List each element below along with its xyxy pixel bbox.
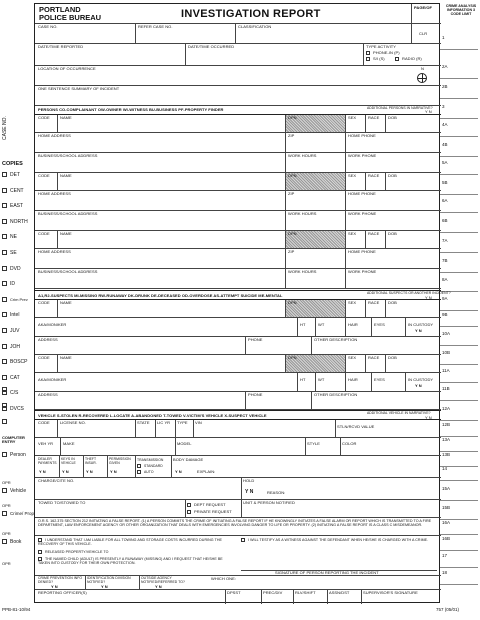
compass-icon — [417, 73, 427, 83]
suspect-in-custody-label: IN CUSTODY — [408, 377, 434, 382]
crime-code-row-number: 7A — [442, 238, 448, 243]
suspect-eyes-label: EYES — [374, 377, 385, 382]
crime-code-row-number: 8A — [442, 277, 448, 282]
crime-prev-label: CRIME PREVENTION INFO DENIED? — [38, 576, 83, 584]
copy-label: ID — [10, 281, 15, 288]
theft-ins-label: THEFT INSUR. — [85, 457, 97, 465]
copy-checkbox-blank-2[interactable] — [2, 403, 10, 409]
dealer-payments-label: DEALER PAYMENTS — [38, 457, 57, 465]
theft-yn: Y N — [86, 469, 93, 474]
person-zip-label: ZIP — [288, 249, 295, 254]
person-name-label: NAME — [60, 115, 72, 120]
vehicle-legend: VEHICLE S-STOLEN R-RECOVERED L-LOCATE A-ABANDONED T-TOWED V-VICTIM'S VEHICLE X-SUSPECT VEHICLE — [38, 413, 267, 418]
person-code-label: CODE — [38, 173, 50, 178]
in-custody-yn: Y N — [415, 383, 422, 388]
crime-analysis-header: CRIME ANALYSIS INFORMATION 3 CODE LIMIT — [445, 4, 477, 16]
suspect-dob-label: DOB — [388, 300, 397, 305]
person-dob-label: DOB — [388, 231, 397, 236]
person-3-row-1 — [35, 231, 441, 249]
crime-code-row-number: 12B — [442, 422, 451, 427]
person-race-label: RACE — [368, 115, 380, 120]
towing-agreement-text: I UNDERSTAND THAT I AM LIABLE FOR ALL TOWING AND STORAGE COSTS INCURRED DURING THE RECOVERY OF THIS VEHICLE. — [38, 538, 222, 547]
suspect-eyes-label: EYES — [374, 322, 385, 327]
crime-code-row-number: 9B — [442, 312, 448, 317]
additional-persons-yn: Y N — [425, 109, 432, 114]
crime-code-row-number: 5B — [442, 180, 448, 185]
person-business-address-label: BUSINESS/SCHOOL ADDRESS — [38, 211, 98, 216]
permission-yn: Y N — [110, 469, 117, 474]
summary-row — [35, 86, 441, 106]
person-code-label: CODE — [38, 115, 50, 120]
suspect-name-label: NAME — [60, 355, 72, 360]
dates-row — [35, 44, 441, 66]
copy-checkbox-north[interactable] — [2, 219, 28, 225]
model-label: MODEL — [177, 441, 192, 446]
vehicle-entry-checkbox[interactable] — [2, 488, 26, 494]
copy-label: Intel — [10, 312, 20, 319]
suspect-dpn-label: DPN — [288, 300, 297, 305]
additional-vehicle-label: ADDITIONAL VEHICLE IN NARRATIVE? — [367, 411, 431, 415]
right-margin — [440, 0, 480, 620]
crime-code-row-number: 2B — [442, 84, 448, 89]
person-2-row-3 — [35, 211, 441, 231]
form-title: INVESTIGATION REPORT — [181, 8, 321, 20]
suspect-1-row-3 — [35, 337, 441, 355]
person-2-row-2 — [35, 191, 441, 211]
person-name-label: NAME — [60, 173, 72, 178]
suspect-sex-label: SEX — [348, 300, 357, 305]
person-work-hours-label: WORK HOURS — [288, 269, 317, 274]
crime-code-row-number: 11B — [442, 386, 450, 391]
si-option[interactable] — [366, 57, 385, 61]
vehicle-make-row — [35, 438, 441, 456]
copy-checkbox-joh[interactable] — [2, 344, 20, 350]
crime-code-row-number: 6B — [442, 218, 448, 223]
auto-label: AUTO — [144, 470, 154, 474]
page-of-label: PAGE/OF — [414, 5, 433, 10]
person-code-label: CODE — [38, 231, 50, 236]
left-margin — [0, 0, 34, 620]
keys-yn: Y N — [62, 469, 69, 474]
person-sex-label: SEX — [348, 231, 357, 236]
person-sex-label: SEX — [348, 115, 357, 120]
additional-persons-label: ADDITIONAL PERSONS IN NARRATIVE? — [367, 106, 433, 110]
person-business-address-label: BUSINESS/SCHOOL ADDRESS — [38, 269, 98, 274]
style-label: STYLE — [307, 441, 320, 446]
outside-agency-label: OUTSIDE AGENCY NOTIFIED/REFERRED TO? — [141, 576, 185, 584]
person-sex-label: SEX — [348, 173, 357, 178]
explain-label: EXPLAIN: — [197, 469, 216, 474]
person-dob-label: DOB — [388, 173, 397, 178]
date-occurred-label: DATE/TIME OCCURRED — [188, 44, 235, 49]
officer-row — [35, 590, 441, 604]
standard-option[interactable] — [137, 464, 163, 468]
person-1-row-3 — [35, 153, 441, 173]
suspect-race-label: RACE — [368, 355, 380, 360]
person-dpn-label: DPN — [288, 231, 297, 236]
person-entry-label: Person — [10, 452, 26, 458]
copy-label: BOSCP — [10, 359, 28, 366]
copy-label: JOH — [10, 343, 20, 350]
crime-code-row-number: 2A — [442, 64, 448, 69]
computer-entry-label: COMPUTER ENTRY — [2, 435, 25, 445]
person-zip-label: ZIP — [288, 191, 295, 196]
copy-checkbox-intel[interactable] — [2, 312, 19, 318]
book-entry-label: Book — [10, 539, 22, 545]
copy-label: JUV — [10, 328, 20, 334]
case-no-label: CASE NO. — [38, 24, 58, 29]
summary-label: ONE SENTENCE SUMMARY OF INCIDENT — [38, 86, 120, 91]
permission-label: PERMISSION GIVEN — [109, 457, 131, 465]
copy-checkbox-crim-prev[interactable] — [2, 297, 28, 303]
lic-yr-label: LIC YR — [157, 420, 171, 425]
ors-row — [35, 518, 441, 536]
person-work-phone-label: WORK PHONE — [348, 269, 377, 274]
crime-code-row-number: 15A — [442, 486, 451, 491]
suspect-other-description-label: OTHER DESCRIPTION — [314, 337, 358, 342]
released-property[interactable] — [38, 550, 109, 554]
suspect-dob-label: DOB — [388, 355, 397, 360]
person-home-address-label: HOME ADDRESS — [38, 191, 71, 196]
assn-dst-label: ASSN/DST — [329, 590, 350, 595]
person-1-row-2 — [35, 133, 441, 153]
north-label: N — [421, 66, 424, 71]
additional-vehicle-yn: Y N — [425, 415, 432, 420]
person-dpn-label: DPN — [288, 115, 297, 120]
crime-code-row-number: 10A — [442, 331, 451, 336]
crime-code-row-number: 1 — [442, 35, 445, 40]
dept-request-label: DEPT REQUEST — [194, 502, 226, 507]
copy-label: NORTH — [10, 218, 28, 225]
person-entry-checkbox[interactable] — [2, 452, 26, 458]
person-work-phone-label: WORK PHONE — [348, 211, 377, 216]
copy-label: Crim Prev — [10, 296, 28, 302]
suspect-phone-label: PHONE — [248, 392, 263, 397]
id-div-label: IDENTIFICATION DIVISION NOTIFIED? — [87, 576, 131, 584]
copy-checkbox-blank-3[interactable] — [2, 419, 10, 425]
make-label: MAKE — [63, 441, 75, 446]
radio-label: RADIO (R) — [402, 56, 422, 61]
copy-label: C/S — [10, 390, 19, 397]
testify-agreement[interactable] — [241, 538, 437, 542]
type-label: TYPE — [177, 420, 188, 425]
private-request-label: PRIVATE REQUEST — [194, 509, 232, 514]
signature-label: SIGNATURE OF PERSON REPORTING THE INCIDENT — [275, 570, 379, 575]
license-label: LICENSE NO. — [60, 420, 86, 425]
charge-hold-row — [35, 478, 441, 500]
refer-case-label: REFER CASE NO. — [138, 24, 173, 29]
vehicle-entry-label: Vehicle — [10, 488, 27, 494]
released-property-text: RELEASED PROPERTY/VEHICLE TO — [45, 550, 109, 554]
copy-checkbox-juv[interactable] — [2, 328, 19, 334]
date-reported-label: DATE/TIME REPORTED — [38, 44, 84, 49]
suspect-hair-label: HAIR — [348, 377, 358, 382]
persons-legend: PERSONS CO-COMPLAINANT OW-OWNER WI-WITNESS BU-BUSINESS PF-PROPERTY FINDER — [38, 107, 224, 112]
towed-label: TOWED TO/STOWED TO — [38, 500, 86, 505]
crime-code-row-number: 3 — [442, 104, 445, 109]
agency-line-2: POLICE BUREAU — [39, 12, 102, 22]
page-code: 757 (05/01) — [436, 607, 460, 612]
person-race-label: RACE — [368, 231, 380, 236]
charge-label: CHARGE/CITE NO. — [38, 478, 75, 483]
crime-code-row-number: 11A — [442, 368, 450, 373]
suspect-code-label: CODE — [38, 300, 50, 305]
suspect-sex-label: SEX — [348, 355, 357, 360]
case-no-side-label: CASE NO. — [2, 116, 8, 140]
crime-code-row-number: 13B — [442, 452, 451, 457]
person-dpn-label: DPN — [288, 173, 297, 178]
person-work-phone-label: WORK PHONE — [348, 153, 377, 158]
type-activity-label: TYPE ACTIVITY — [366, 44, 396, 49]
towing-agreement[interactable] — [38, 538, 228, 547]
agency-name — [39, 6, 101, 21]
person-business-address-label: BUSINESS/SCHOOL ADDRESS — [38, 153, 98, 158]
si-label: S/I (S) — [373, 56, 385, 61]
crime-prop-entry-checkbox[interactable] — [2, 511, 34, 516]
body-damage-yn: Y N — [175, 469, 182, 474]
crime-code-row-number: 18 — [442, 570, 448, 575]
location-row — [35, 66, 441, 86]
private-request-option[interactable] — [187, 510, 232, 514]
vehicle-legend-row — [35, 410, 441, 420]
suspect-ht-label: HT — [300, 377, 306, 382]
crime-code-row-number: 4A — [442, 122, 448, 127]
suspect-wt-label: WT — [318, 322, 325, 327]
radio-option[interactable] — [395, 57, 422, 61]
suspect-ht-label: HT — [300, 322, 306, 327]
opr-label-1: OPR — [2, 480, 11, 485]
rlv-shift-label: RLV/SHIFT — [295, 590, 316, 595]
suspect-dpn-label: DPN — [288, 355, 297, 360]
copies-label: COPIES — [2, 161, 23, 167]
hold-label: HOLD — [243, 478, 255, 483]
location-label: LOCATION OF OCCURRENCE — [38, 66, 96, 71]
additional-suspects-label: ADDITIONAL SUSPECTS OR ANOTHER INCIDENT? — [367, 291, 451, 295]
copy-label: CAT — [10, 374, 20, 381]
state-label: STATE — [137, 420, 150, 425]
suspects-legend: A1,R2-SUSPECTS MI-MISSING RW-RUNAWAY DK-DRUNK DE-DECEASED OD-OVERDOSE AS-ATTEMPT SUICIDE ME-MENTAL — [38, 293, 283, 298]
in-custody-yn: Y N — [415, 328, 422, 333]
copy-checkbox-cat[interactable] — [2, 375, 20, 381]
person-home-phone-label: HOME PHONE — [348, 191, 376, 196]
opr-label-4: OPR — [2, 561, 11, 566]
id-div-yn: Y N — [101, 584, 108, 589]
suspect-code-label: CODE — [38, 355, 50, 360]
suspect-1-row-2 — [35, 318, 441, 337]
veh-yr-label: VEH YR — [38, 441, 54, 446]
crime-code-row-number: 16A — [442, 520, 451, 525]
ors-text: O.R.S. 162.375 SECTION 212 INITIATING A FALSE REPORT. (1) A PERSON COMMITS THE CRIME OF INITIATING A FALSE REPORT IF HE KNOWINGLY INITIATES A FALSE ALARM OR REPORT WHICH IS TRANSMITTED TO A FIRE DEPARTMENT, LAW ENFORCEMENT AGENCY OR OTHER ORGANIZATION THAT DEALS WITH EMERGENCIES INVOLVING DANGER TO LIFE OR PROPERTY. (2) INITIATING A FALSE REPORT IS A CLASS C MISDEMEANOR. — [38, 519, 432, 528]
suspect-2-row-2 — [35, 373, 441, 392]
unit-notified-label: UNIT & PERSON NOTIFIED — [243, 500, 295, 505]
suspect-in-custody-label: IN CUSTODY — [408, 322, 434, 327]
vehicle-license-row — [35, 420, 441, 438]
opr-label-3: OPR — [2, 531, 11, 536]
case-row — [35, 24, 441, 44]
crime-code-row-number: 15B — [442, 505, 451, 510]
header-row — [35, 4, 441, 24]
standard-label: STANDARD — [144, 464, 163, 468]
copy-checkbox-blank-1[interactable] — [2, 387, 10, 393]
color-label: COLOR — [342, 441, 357, 446]
copy-label: SE — [10, 250, 17, 256]
stln-rcvd-label: STLN/RCVD VALUE — [337, 424, 375, 429]
copy-checkbox-dvd[interactable] — [2, 266, 21, 272]
dealer-yn: Y N — [39, 469, 46, 474]
runaway-request[interactable] — [38, 557, 228, 566]
person-race-label: RACE — [368, 173, 380, 178]
copy-checkbox-ne[interactable] — [2, 234, 17, 240]
dept-request-option[interactable] — [187, 503, 226, 507]
outside-agency-yn: Y N — [155, 584, 162, 589]
copy-label: DET — [10, 172, 20, 178]
phone-in-option[interactable] — [366, 51, 400, 55]
vehicle-details-row — [35, 456, 441, 478]
classification-label: CLASSIFICATION — [238, 24, 272, 29]
agency-line-1: PORTLAND — [39, 5, 81, 14]
suspect-name-label: NAME — [60, 300, 72, 305]
crime-code-row-number: 12A — [442, 406, 451, 411]
transmission-label: TRANSMISSION — [137, 458, 164, 462]
copy-checkbox-cent[interactable] — [2, 188, 24, 194]
towed-row — [35, 500, 441, 518]
person-work-hours-label: WORK HOURS — [288, 211, 317, 216]
crime-code-row-number: 17 — [442, 553, 448, 558]
suspect-phone-label: PHONE — [248, 337, 263, 342]
supervisor-label: SUPERVISOR'S SIGNATURE — [363, 590, 418, 595]
suspect-address-label: ADDRESS — [38, 392, 58, 397]
clr-label: CLR — [419, 31, 428, 36]
copy-label: DVD — [10, 265, 21, 272]
body-damage-label: BODY DAMAGE — [173, 457, 204, 462]
suspect-2-row-3 — [35, 392, 441, 410]
keys-label: KEYS IN VEHICLE — [61, 457, 76, 465]
prevention-row — [35, 576, 441, 590]
testify-agreement-text: I WILL TESTIFY AS A WITNESS AGAINST THE DEFENDANT WHEN HE/SHE IS CHARGED WITH A CRIME. — [248, 538, 429, 542]
suspect-aka-label: AKA/MONIKER — [38, 377, 67, 382]
additional-suspects-yn: Y N — [425, 295, 432, 300]
suspect-1-row-1 — [35, 300, 441, 318]
copy-label: CENT — [10, 187, 24, 194]
person-2-row-1 — [35, 173, 441, 191]
copy-checkbox-id[interactable] — [2, 281, 15, 287]
runaway-request-text: THE NAMED CHILD (ADULT) IS PRESENTLY A RUNAWAY (MISSING) AND I REQUEST THAT HE/SHE BE TAKEN INTO CUSTODY FOR THEIR OWN PROTECTION. — [38, 557, 223, 566]
agreements-row — [35, 536, 441, 576]
person-3-row-2 — [35, 249, 441, 269]
opr-label-2: OPR — [2, 503, 11, 508]
vehicle-code-label: CODE — [38, 420, 50, 425]
person-home-phone-label: HOME PHONE — [348, 249, 376, 254]
suspect-wt-label: WT — [318, 377, 325, 382]
suspect-hair-label: HAIR — [348, 322, 358, 327]
officer-label: REPORTING OFFICER(S) — [38, 590, 87, 595]
copy-checkbox-east[interactable] — [2, 203, 23, 209]
crime-code-row-number: 10B — [442, 350, 451, 355]
person-home-address-label: HOME ADDRESS — [38, 249, 71, 254]
crime-code-row-number: 14 — [442, 466, 448, 471]
prec-div-label: PREC/DIV — [263, 590, 283, 595]
suspect-address-label: ADDRESS — [38, 337, 58, 342]
person-1-row-1 — [35, 115, 441, 133]
person-dob-label: DOB — [388, 115, 397, 120]
phone-in-label: PHONE-IN (P) — [373, 50, 400, 55]
copy-checkbox-se[interactable] — [2, 250, 17, 256]
copy-checkbox-det[interactable] — [2, 172, 20, 178]
vin-label: VIN — [195, 420, 202, 425]
reason-label: REASON: — [267, 490, 286, 495]
person-work-hours-label: WORK HOURS — [288, 153, 317, 158]
copy-label: EAST — [10, 203, 24, 210]
persons-legend-row — [35, 106, 441, 115]
copy-checkbox-boscp[interactable] — [2, 359, 28, 365]
auto-option[interactable] — [137, 470, 154, 474]
book-entry-checkbox[interactable] — [2, 539, 21, 545]
suspect-race-label: RACE — [368, 300, 380, 305]
crime-code-row-number: 13A — [442, 437, 451, 442]
suspect-2-row-1 — [35, 355, 441, 373]
person-name-label: NAME — [60, 231, 72, 236]
crime-prop-entry-label: Crime/ Prop — [10, 511, 35, 516]
hold-yn: Y N — [245, 489, 254, 495]
suspect-aka-label: AKA/MONIKER — [38, 322, 67, 327]
dpsst-label: DPSST — [227, 590, 241, 595]
person-home-address-label: HOME ADDRESS — [38, 133, 71, 138]
crime-code-row-number: 4B — [442, 142, 448, 147]
copy-label: DVCS — [10, 406, 24, 412]
crime-code-row-number: 16B — [442, 536, 451, 541]
person-3-row-3 — [35, 269, 441, 289]
crime-code-row-number: 6A — [442, 198, 448, 203]
crime-code-row-number: 9A — [442, 296, 448, 301]
form-number: PPB-81-10/94 — [2, 607, 31, 612]
suspect-other-description-label: OTHER DESCRIPTION — [314, 392, 358, 397]
person-zip-label: ZIP — [288, 133, 295, 138]
crime-prev-yn: Y N — [51, 584, 58, 589]
crime-code-row-number: 7B — [442, 258, 448, 263]
which-one-label: WHICH ONE: — [211, 576, 236, 581]
crime-code-row-number: 5A — [442, 160, 448, 165]
person-home-phone-label: HOME PHONE — [348, 133, 376, 138]
copy-label: NE — [10, 234, 17, 241]
